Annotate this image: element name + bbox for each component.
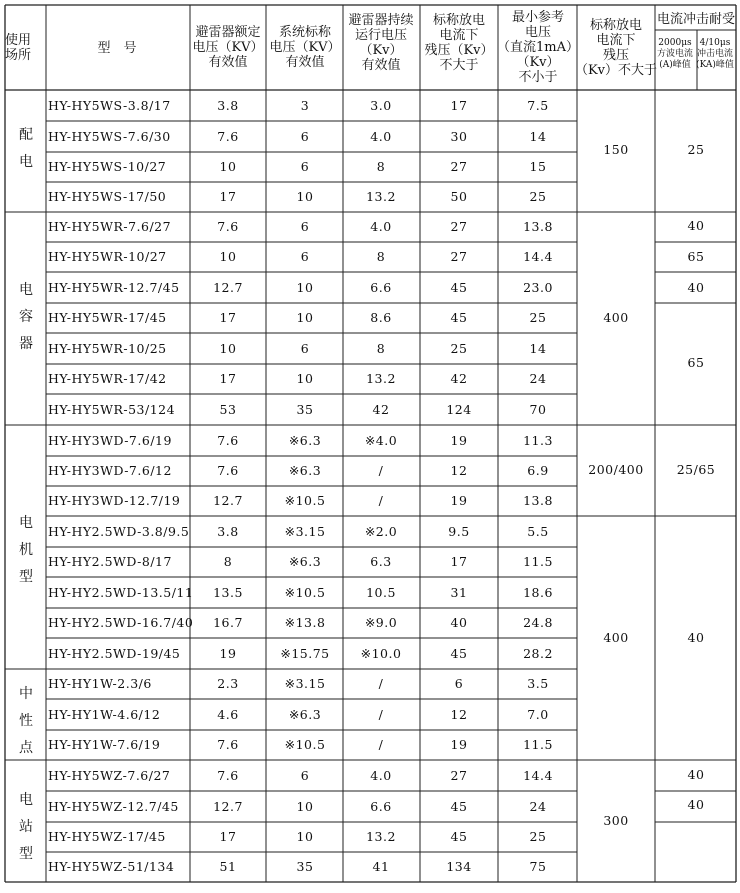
model-cell: HY-HY5WR-17/42 xyxy=(48,371,167,386)
residual-voltage-cell: 19 xyxy=(450,737,468,752)
impulse-group: 65 xyxy=(687,249,705,264)
residual-voltage-cell: 45 xyxy=(450,280,468,295)
residual-voltage-cell: 27 xyxy=(450,219,468,234)
system-voltage-cell: ※10.5 xyxy=(284,737,326,752)
rated-voltage-cell: 12.7 xyxy=(213,280,243,295)
rated-voltage-cell: 16.7 xyxy=(213,615,243,630)
rated-voltage-cell: 13.5 xyxy=(213,585,243,600)
continuous-voltage-cell: 13.2 xyxy=(366,829,396,844)
system-voltage-cell: 3 xyxy=(300,98,310,113)
model-cell: HY-HY5WZ-7.6/27 xyxy=(48,768,171,783)
discharge-group: 400 xyxy=(603,630,629,645)
reference-voltage-cell: 3.5 xyxy=(527,676,549,691)
continuous-voltage-cell: / xyxy=(378,463,384,478)
continuous-voltage-cell: ※2.0 xyxy=(364,524,398,539)
header-impulse-withstand: 电流冲击耐受 xyxy=(656,12,736,27)
reference-voltage-cell: 7.0 xyxy=(527,707,549,722)
model-cell: HY-HY3WD-7.6/12 xyxy=(48,463,172,478)
reference-voltage-cell: 11.5 xyxy=(523,737,553,752)
system-voltage-cell: 6 xyxy=(300,129,310,144)
reference-voltage-cell: 75 xyxy=(529,859,547,874)
system-voltage-cell: 35 xyxy=(296,402,314,417)
reference-voltage-cell: 24 xyxy=(529,371,547,386)
residual-voltage-cell: 30 xyxy=(450,129,468,144)
rated-voltage-cell: 17 xyxy=(219,189,237,204)
header-place: 使用 场所 xyxy=(5,33,32,63)
system-voltage-cell: ※6.3 xyxy=(288,433,322,448)
continuous-voltage-cell: / xyxy=(378,707,384,722)
residual-voltage-cell: 27 xyxy=(450,249,468,264)
impulse-group: 25 xyxy=(687,142,705,157)
residual-voltage-cell: 6 xyxy=(454,676,464,691)
header-model: 型 号 xyxy=(97,41,137,56)
impulse-group: 40 xyxy=(687,630,705,645)
system-voltage-cell: 6 xyxy=(300,341,310,356)
reference-voltage-cell: 24 xyxy=(529,799,547,814)
residual-voltage-cell: 27 xyxy=(450,159,468,174)
rated-voltage-cell: 3.8 xyxy=(217,98,239,113)
reference-voltage-cell: 28.2 xyxy=(523,646,553,661)
system-voltage-cell: 10 xyxy=(296,189,314,204)
continuous-voltage-cell: 6.3 xyxy=(370,554,392,569)
rated-voltage-cell: 7.6 xyxy=(217,129,239,144)
continuous-voltage-cell: 42 xyxy=(372,402,390,417)
reference-voltage-cell: 6.9 xyxy=(527,463,549,478)
continuous-voltage-cell: 13.2 xyxy=(366,189,396,204)
rated-voltage-cell: 10 xyxy=(219,249,237,264)
system-voltage-cell: ※10.5 xyxy=(284,585,326,600)
system-voltage-cell: ※6.3 xyxy=(288,463,322,478)
reference-voltage-cell: 70 xyxy=(529,402,547,417)
residual-voltage-cell: 25 xyxy=(450,341,468,356)
residual-voltage-cell: 124 xyxy=(446,402,472,417)
discharge-group: 300 xyxy=(603,813,629,828)
rated-voltage-cell: 7.6 xyxy=(217,768,239,783)
continuous-voltage-cell: 4.0 xyxy=(370,768,392,783)
model-cell: HY-HY5WZ-51/134 xyxy=(48,859,175,874)
residual-voltage-cell: 19 xyxy=(450,433,468,448)
discharge-group: 200/400 xyxy=(588,462,644,477)
model-cell: HY-HY2.5WD-3.8/9.5 xyxy=(48,524,190,539)
continuous-voltage-cell: ※9.0 xyxy=(364,615,398,630)
rated-voltage-cell: 7.6 xyxy=(217,463,239,478)
rated-voltage-cell: 53 xyxy=(219,402,237,417)
rated-voltage-cell: 12.7 xyxy=(213,493,243,508)
reference-voltage-cell: 13.8 xyxy=(523,493,553,508)
impulse-group: 40 xyxy=(687,218,705,233)
reference-voltage-cell: 24.8 xyxy=(523,615,553,630)
model-cell: HY-HY5WR-12.7/45 xyxy=(48,280,180,295)
header-impulse-square-wave: 2000μs 方波电流 (A)峰值 xyxy=(656,38,694,70)
impulse-group: 40 xyxy=(687,797,705,812)
reference-voltage-cell: 14 xyxy=(529,129,547,144)
residual-voltage-cell: 17 xyxy=(450,98,468,113)
continuous-voltage-cell: ※4.0 xyxy=(364,433,398,448)
system-voltage-cell: 10 xyxy=(296,280,314,295)
rated-voltage-cell: 4.6 xyxy=(217,707,239,722)
residual-voltage-cell: 45 xyxy=(450,799,468,814)
category-neutral-point: 中 性 点 xyxy=(19,686,33,756)
rated-voltage-cell: 17 xyxy=(219,371,237,386)
rated-voltage-cell: 10 xyxy=(219,159,237,174)
header-reference-voltage: 最小参考 电压 （直流1mA） （Kv） 不小于 xyxy=(497,10,579,85)
residual-voltage-cell: 12 xyxy=(450,463,468,478)
reference-voltage-cell: 23.0 xyxy=(523,280,553,295)
reference-voltage-cell: 11.3 xyxy=(523,433,553,448)
system-voltage-cell: ※3.15 xyxy=(284,524,326,539)
system-voltage-cell: 10 xyxy=(296,799,314,814)
header-system-voltage: 系统标称 电压（KV） 有效值 xyxy=(269,25,341,70)
continuous-voltage-cell: 8 xyxy=(376,159,386,174)
model-cell: HY-HY5WR-7.6/27 xyxy=(48,219,172,234)
model-cell: HY-HY1W-4.6/12 xyxy=(48,707,161,722)
rated-voltage-cell: 10 xyxy=(219,341,237,356)
reference-voltage-cell: 5.5 xyxy=(527,524,549,539)
reference-voltage-cell: 14 xyxy=(529,341,547,356)
continuous-voltage-cell: 4.0 xyxy=(370,219,392,234)
system-voltage-cell: ※3.15 xyxy=(284,676,326,691)
continuous-voltage-cell: / xyxy=(378,676,384,691)
rated-voltage-cell: 7.6 xyxy=(217,433,239,448)
impulse-group: 40 xyxy=(687,280,705,295)
residual-voltage-cell: 9.5 xyxy=(448,524,470,539)
continuous-voltage-cell: 13.2 xyxy=(366,371,396,386)
model-cell: HY-HY5WR-10/27 xyxy=(48,249,167,264)
continuous-voltage-cell: / xyxy=(378,737,384,752)
model-cell: HY-HY2.5WD-19/45 xyxy=(48,646,181,661)
continuous-voltage-cell: 41 xyxy=(372,859,390,874)
continuous-voltage-cell: 8.6 xyxy=(370,310,392,325)
rated-voltage-cell: 17 xyxy=(219,829,237,844)
system-voltage-cell: 10 xyxy=(296,829,314,844)
category-capacitor: 电 容 器 xyxy=(19,282,33,352)
model-cell: HY-HY5WR-17/45 xyxy=(48,310,167,325)
rated-voltage-cell: 3.8 xyxy=(217,524,239,539)
header-impulse-current: 4/10μs 冲击电流 (KA)峰值 xyxy=(696,38,734,70)
continuous-voltage-cell: 6.6 xyxy=(370,280,392,295)
system-voltage-cell: 6 xyxy=(300,249,310,264)
impulse-group: 40 xyxy=(687,767,705,782)
model-cell: HY-HY5WS-17/50 xyxy=(48,189,167,204)
reference-voltage-cell: 15 xyxy=(529,159,547,174)
model-cell: HY-HY1W-2.3/6 xyxy=(48,676,152,691)
discharge-group: 150 xyxy=(603,142,629,157)
continuous-voltage-cell: 6.6 xyxy=(370,799,392,814)
system-voltage-cell: 6 xyxy=(300,219,310,234)
model-cell: HY-HY5WS-7.6/30 xyxy=(48,129,171,144)
discharge-group: 400 xyxy=(603,310,629,325)
header-continuous-voltage: 避雷器持续 运行电压 （Kv） 有效值 xyxy=(348,13,414,73)
model-cell: HY-HY5WS-10/27 xyxy=(48,159,167,174)
model-cell: HY-HY2.5WD-8/17 xyxy=(48,554,172,569)
reference-voltage-cell: 11.5 xyxy=(523,554,553,569)
reference-voltage-cell: 14.4 xyxy=(523,768,553,783)
model-cell: HY-HY3WD-12.7/19 xyxy=(48,493,181,508)
reference-voltage-cell: 25 xyxy=(529,189,547,204)
model-cell: HY-HY2.5WD-16.7/40 xyxy=(48,615,194,630)
impulse-group: 65 xyxy=(687,355,705,370)
system-voltage-cell: 35 xyxy=(296,859,314,874)
model-cell: HY-HY5WR-53/124 xyxy=(48,402,176,417)
residual-voltage-cell: 12 xyxy=(450,707,468,722)
category-distribution: 配 电 xyxy=(19,127,33,170)
rated-voltage-cell: 17 xyxy=(219,310,237,325)
continuous-voltage-cell: 8 xyxy=(376,341,386,356)
header-residual-voltage: 标称放电 电流下 残压（Kv） 不大于 xyxy=(424,13,494,73)
rated-voltage-cell: 8 xyxy=(223,554,233,569)
system-voltage-cell: 10 xyxy=(296,310,314,325)
residual-voltage-cell: 134 xyxy=(446,859,472,874)
header-rated-voltage: 避雷器额定 电压（KV） 有效值 xyxy=(192,25,264,70)
category-station: 电 站 型 xyxy=(19,792,33,862)
rated-voltage-cell: 12.7 xyxy=(213,799,243,814)
reference-voltage-cell: 13.8 xyxy=(523,219,553,234)
reference-voltage-cell: 14.4 xyxy=(523,249,553,264)
residual-voltage-cell: 45 xyxy=(450,310,468,325)
model-cell: HY-HY5WS-3.8/17 xyxy=(48,98,171,113)
rated-voltage-cell: 2.3 xyxy=(217,676,239,691)
system-voltage-cell: ※15.75 xyxy=(280,646,330,661)
impulse-group: 25/65 xyxy=(676,462,716,477)
system-voltage-cell: ※10.5 xyxy=(284,493,326,508)
system-voltage-cell: ※6.3 xyxy=(288,707,322,722)
residual-voltage-cell: 50 xyxy=(450,189,468,204)
model-cell: HY-HY3WD-7.6/19 xyxy=(48,433,172,448)
residual-voltage-cell: 40 xyxy=(450,615,468,630)
continuous-voltage-cell: 4.0 xyxy=(370,129,392,144)
residual-voltage-cell: 45 xyxy=(450,829,468,844)
rated-voltage-cell: 51 xyxy=(219,859,237,874)
system-voltage-cell: ※13.8 xyxy=(284,615,326,630)
continuous-voltage-cell: 10.5 xyxy=(366,585,396,600)
model-cell: HY-HY5WR-10/25 xyxy=(48,341,167,356)
rated-voltage-cell: 19 xyxy=(219,646,237,661)
rated-voltage-cell: 7.6 xyxy=(217,219,239,234)
model-cell: HY-HY1W-7.6/19 xyxy=(48,737,161,752)
continuous-voltage-cell: 8 xyxy=(376,249,386,264)
system-voltage-cell: ※6.3 xyxy=(288,554,322,569)
system-voltage-cell: 10 xyxy=(296,371,314,386)
continuous-voltage-cell: / xyxy=(378,493,384,508)
system-voltage-cell: 6 xyxy=(300,768,310,783)
residual-voltage-cell: 19 xyxy=(450,493,468,508)
residual-voltage-cell: 45 xyxy=(450,646,468,661)
continuous-voltage-cell: ※10.0 xyxy=(360,646,402,661)
reference-voltage-cell: 18.6 xyxy=(523,585,553,600)
reference-voltage-cell: 25 xyxy=(529,829,547,844)
continuous-voltage-cell: 3.0 xyxy=(370,98,392,113)
model-cell: HY-HY5WZ-12.7/45 xyxy=(48,799,179,814)
model-cell: HY-HY5WZ-17/45 xyxy=(48,829,166,844)
residual-voltage-cell: 17 xyxy=(450,554,468,569)
model-cell: HY-HY2.5WD-13.5/11 xyxy=(48,585,194,600)
system-voltage-cell: 6 xyxy=(300,159,310,174)
residual-voltage-cell: 27 xyxy=(450,768,468,783)
reference-voltage-cell: 7.5 xyxy=(527,98,549,113)
residual-voltage-cell: 31 xyxy=(450,585,468,600)
rated-voltage-cell: 7.6 xyxy=(217,737,239,752)
category-motor: 电 机 型 xyxy=(19,515,33,585)
residual-voltage-cell: 42 xyxy=(450,371,468,386)
header-discharge-residual: 标称放电 电流下 残压 （Kv）不大于 xyxy=(574,18,658,78)
reference-voltage-cell: 25 xyxy=(529,310,547,325)
